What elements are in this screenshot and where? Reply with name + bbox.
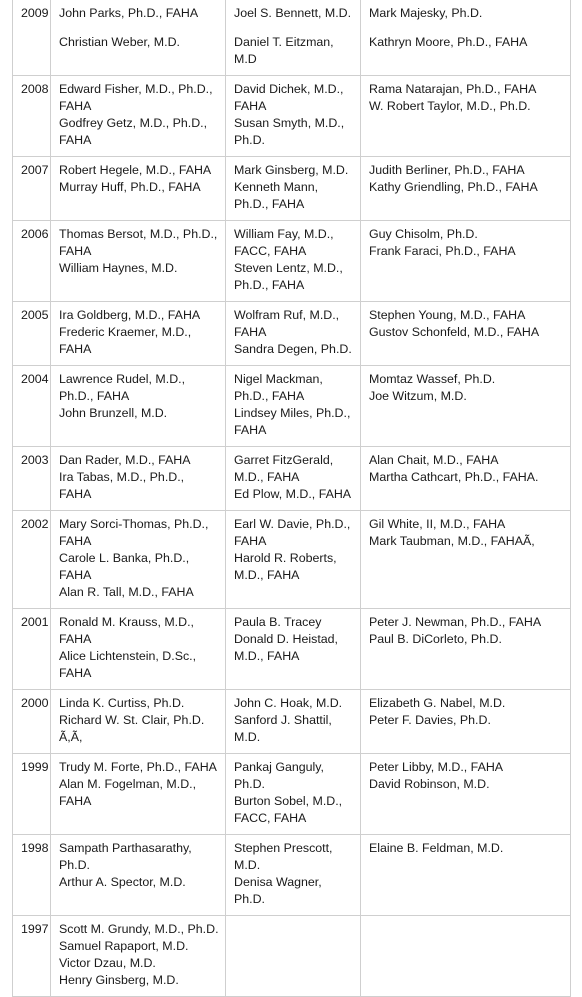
recipient-name: Henry Ginsberg, M.D. <box>59 973 179 987</box>
recipient-name: Alan R. Tall, M.D., FAHA <box>59 585 194 599</box>
recipients-cell <box>361 835 571 916</box>
recipients-cell <box>51 511 226 609</box>
recipient-name: Alan M. Fogelman, M.D., FAHA <box>59 777 197 808</box>
year-cell: 2000 <box>13 690 51 754</box>
recipient-name: Kenneth Mann, Ph.D., FAHA <box>234 180 319 211</box>
recipient-name: Peter Libby, M.D., FAHA <box>369 760 504 774</box>
recipient-name: Thomas Bersot, M.D., Ph.D., FAHA <box>59 227 218 258</box>
recipient-name: Stephen Prescott, M.D. <box>234 841 333 872</box>
recipient-name: Robert Hegele, M.D., FAHA <box>59 163 212 177</box>
recipient-name: Donald D. Heistad, M.D., FAHA <box>234 632 338 663</box>
recipients-cell <box>226 302 361 366</box>
recipients-cell <box>226 511 361 609</box>
recipient-name: Richard W. St. Clair, Ph.D. Ã,Ã, <box>59 713 205 744</box>
table-row <box>13 157 571 221</box>
recipient-name: Joe Witzum, M.D. <box>369 389 467 403</box>
year-cell: 1998 <box>13 835 51 916</box>
recipients-cell <box>361 0 571 76</box>
recipients-cell <box>226 157 361 221</box>
year-cell: 2004 <box>13 366 51 447</box>
recipient-name: Kathryn Moore, Ph.D., FAHA <box>369 35 528 49</box>
recipient-name: Stephen Young, M.D., FAHA <box>369 308 526 322</box>
recipient-name: Ira Goldberg, M.D., FAHA <box>59 308 201 322</box>
recipient-name: Dan Rader, M.D., FAHA <box>59 453 191 467</box>
year-cell: 2002 <box>13 511 51 609</box>
recipient-name: Mark Ginsberg, M.D. <box>234 163 349 177</box>
recipient-name: Harold R. Roberts, M.D., FAHA <box>234 551 337 582</box>
recipient-name: Mark Taubman, M.D., FAHAÃ, <box>369 534 535 548</box>
year-cell: 2007 <box>13 157 51 221</box>
recipient-name: Peter J. Newman, Ph.D., FAHA <box>369 615 542 629</box>
year-cell: 2005 <box>13 302 51 366</box>
recipients-cell <box>361 609 571 690</box>
recipient-name: Gustov Schonfeld, M.D., FAHA <box>369 325 540 339</box>
year-cell: 1997 <box>13 916 51 997</box>
recipients-cell <box>51 366 226 447</box>
recipients-cell <box>226 447 361 511</box>
year-cell: 1999 <box>13 754 51 835</box>
recipient-name: Kathy Griendling, Ph.D., FAHA <box>369 180 538 194</box>
recipient-name: Susan Smyth, M.D., Ph.D. <box>234 116 345 147</box>
recipient-name: Frank Faraci, Ph.D., FAHA <box>369 244 516 258</box>
recipients-cell <box>361 690 571 754</box>
year-cell: 2001 <box>13 609 51 690</box>
recipient-name: Samuel Rapaport, M.D. <box>59 939 189 953</box>
recipients-cell <box>226 0 361 76</box>
table-row <box>13 511 571 609</box>
table-row <box>13 366 571 447</box>
recipient-name: Steven Lentz, M.D., Ph.D., FAHA <box>234 261 343 292</box>
recipient-name: Elaine B. Feldman, M.D. <box>369 841 504 855</box>
recipient-name: David Dichek, M.D., FAHA <box>234 82 344 113</box>
recipient-name: Momtaz Wassef, Ph.D. <box>369 372 496 386</box>
recipient-name: Garret FitzGerald, M.D., FAHA <box>234 453 334 484</box>
table-body <box>13 0 571 997</box>
recipients-cell <box>361 302 571 366</box>
year-cell: 2009 <box>13 0 51 76</box>
recipients-cell <box>226 690 361 754</box>
recipients-cell <box>51 690 226 754</box>
recipient-name: John Brunzell, M.D. <box>59 406 168 420</box>
table-row <box>13 754 571 835</box>
year-cell: 2003 <box>13 447 51 511</box>
recipient-name: Gil White, II, M.D., FAHA <box>369 517 506 531</box>
recipients-cell <box>51 916 226 997</box>
recipient-name: Judith Berliner, Ph.D., FAHA <box>369 163 525 177</box>
recipient-name: Sandra Degen, Ph.D. <box>234 342 352 356</box>
year-cell: 2006 <box>13 221 51 302</box>
recipient-name: Sanford J. Shattil, M.D. <box>234 713 332 744</box>
table-row <box>13 609 571 690</box>
recipient-name: Paul B. DiCorleto, Ph.D. <box>369 632 502 646</box>
recipients-cell <box>361 76 571 157</box>
recipient-name: Ronald M. Krauss, M.D., FAHA <box>59 615 194 646</box>
recipients-cell <box>51 157 226 221</box>
recipient-name: Ed Plow, M.D., FAHA <box>234 487 352 501</box>
table-row <box>13 302 571 366</box>
recipient-name: Edward Fisher, M.D., Ph.D., FAHA <box>59 82 213 113</box>
table-row <box>13 221 571 302</box>
recipient-name: Paula B. Tracey <box>234 615 322 629</box>
recipient-name: Trudy M. Forte, Ph.D., FAHA <box>59 760 217 774</box>
recipient-name: Ira Tabas, M.D., Ph.D., FAHA <box>59 470 185 501</box>
recipient-name: Carole L. Banka, Ph.D., FAHA <box>59 551 190 582</box>
recipients-cell <box>361 511 571 609</box>
recipient-name: Nigel Mackman, Ph.D., FAHA <box>234 372 323 403</box>
recipient-name: William Fay, M.D., FACC, FAHA <box>234 227 334 258</box>
award-recipients-table <box>12 0 571 997</box>
recipients-cell <box>51 447 226 511</box>
recipient-name: Mark Majesky, Ph.D. <box>369 6 483 20</box>
recipients-cell <box>51 302 226 366</box>
recipients-cell <box>51 221 226 302</box>
recipients-cell <box>51 609 226 690</box>
recipient-name: William Haynes, M.D. <box>59 261 178 275</box>
recipient-name: Peter F. Davies, Ph.D. <box>369 713 491 727</box>
year-cell: 2008 <box>13 76 51 157</box>
recipients-cell <box>51 754 226 835</box>
recipient-name: Burton Sobel, M.D., FACC, FAHA <box>234 794 343 825</box>
recipient-name: Scott M. Grundy, M.D., Ph.D. <box>59 922 219 936</box>
recipient-name: Murray Huff, Ph.D., FAHA <box>59 180 201 194</box>
table-row <box>13 916 571 997</box>
recipients-cell <box>226 754 361 835</box>
recipients-cell <box>361 366 571 447</box>
recipient-name: Lindsey Miles, Ph.D., FAHA <box>234 406 351 437</box>
recipient-name: Joel S. Bennett, M.D. <box>234 6 352 20</box>
recipients-cell <box>361 447 571 511</box>
recipient-name: Christian Weber, M.D. <box>59 35 180 49</box>
recipient-name: Daniel T. Eitzman, M.D <box>234 35 334 66</box>
recipient-name: John C. Hoak, M.D. <box>234 696 343 710</box>
recipient-name: Lawrence Rudel, M.D., Ph.D., FAHA <box>59 372 186 403</box>
recipient-name: Sampath Parthasarathy, Ph.D. <box>59 841 192 872</box>
recipient-name: Frederic Kraemer, M.D., FAHA <box>59 325 192 356</box>
recipient-name: Linda K. Curtiss, Ph.D. <box>59 696 185 710</box>
recipients-cell <box>51 835 226 916</box>
recipients-cell <box>226 609 361 690</box>
recipient-name: Earl W. Davie, Ph.D., FAHA <box>234 517 351 548</box>
recipient-name: Elizabeth G. Nabel, M.D. <box>369 696 506 710</box>
recipient-name: Alice Lichtenstein, D.Sc., FAHA <box>59 649 197 680</box>
recipients-cell <box>51 0 226 76</box>
recipients-cell <box>226 916 361 997</box>
recipients-cell <box>51 76 226 157</box>
recipients-cell <box>226 76 361 157</box>
recipient-name: Guy Chisolm, Ph.D. <box>369 227 478 241</box>
recipient-name: Pankaj Ganguly, Ph.D. <box>234 760 325 791</box>
recipient-name: David Robinson, M.D. <box>369 777 490 791</box>
recipients-cell <box>226 221 361 302</box>
recipient-name: Denisa Wagner, Ph.D. <box>234 875 322 906</box>
table-row <box>13 690 571 754</box>
table-row <box>13 76 571 157</box>
recipient-name: Arthur A. Spector, M.D. <box>59 875 186 889</box>
recipient-name: John Parks, Ph.D., FAHA <box>59 6 199 20</box>
recipients-cell <box>361 221 571 302</box>
recipient-name: Martha Cathcart, Ph.D., FAHA. <box>369 470 539 484</box>
recipients-cell <box>361 916 571 997</box>
recipient-name: Wolfram Ruf, M.D., FAHA <box>234 308 340 339</box>
recipients-cell <box>226 366 361 447</box>
recipients-cell <box>361 157 571 221</box>
recipient-name: Rama Natarajan, Ph.D., FAHA <box>369 82 537 96</box>
recipients-cell <box>361 754 571 835</box>
table-row <box>13 835 571 916</box>
recipient-name: Mary Sorci-Thomas, Ph.D., FAHA <box>59 517 209 548</box>
recipient-name: W. Robert Taylor, M.D., Ph.D. <box>369 99 531 113</box>
recipient-name: Godfrey Getz, M.D., Ph.D., FAHA <box>59 116 208 147</box>
recipient-name: Victor Dzau, M.D. <box>59 956 156 970</box>
table-row <box>13 447 571 511</box>
table-row <box>13 0 571 76</box>
recipients-cell <box>226 835 361 916</box>
recipient-name: Alan Chait, M.D., FAHA <box>369 453 499 467</box>
